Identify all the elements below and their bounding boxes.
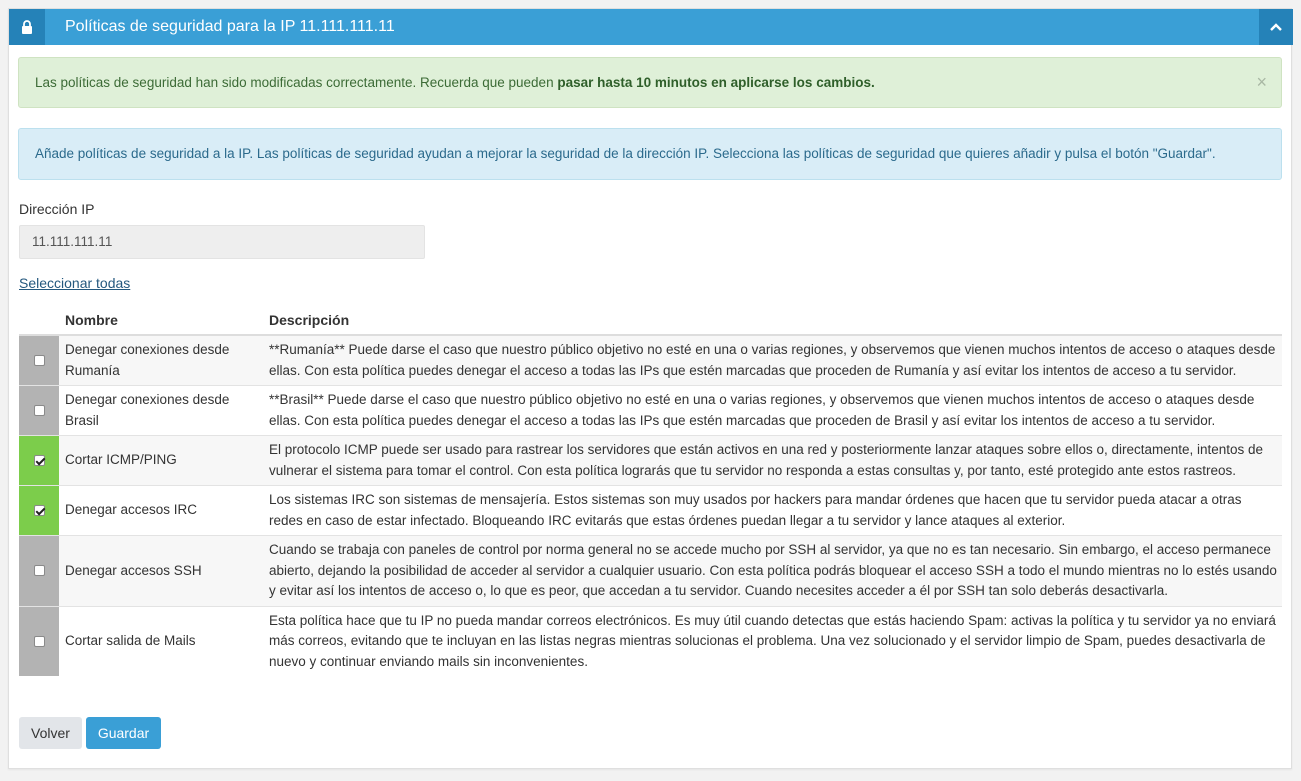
- chevron-up-icon[interactable]: [1259, 9, 1293, 45]
- policy-name: Denegar conexiones desde Rumanía: [59, 335, 269, 386]
- policy-checkbox[interactable]: [34, 565, 45, 576]
- header-description: Descripción: [269, 305, 1282, 335]
- security-policies-panel: [8, 8, 1292, 769]
- policy-description: Esta política hace que tu IP no pueda mandar correos electrónicos. Es muy útil cuando detectas que estás haciendo Spam: activas la política y tu servidor ya no enviará más correos, evitando que te incluyan en las listas negras mientras solucionas el problema. Una vez solucionado y el servidor limpio de Spam, puedes desactivarla de nuevo y continuar enviando mails sin inconvenientes.: [269, 606, 1282, 676]
- policy-name: Cortar ICMP/PING: [59, 436, 269, 486]
- policy-checkbox[interactable]: [34, 355, 45, 366]
- policy-checkbox-cell[interactable]: [19, 486, 59, 536]
- panel-title: Políticas de seguridad para la IP 11.111.111.11: [65, 18, 395, 35]
- policy-description: Los sistemas IRC son sistemas de mensajería. Estos sistemas son muy usados por hackers para mandar órdenes que hacen que tu servidor pueda atacar a otras redes en caso de estar infectado. Bloqueando IRC evitarás que estas órdenes puedan llegar a tu servidor y lance ataques al exterior.: [269, 486, 1282, 536]
- table-row: [19, 486, 1282, 536]
- info-alert-text: Añade políticas de seguridad a la IP. Las políticas de seguridad ayudan a mejorar la seguridad de la dirección IP. Selecciona las políticas de seguridad que quieres añadir y pulsa el botón "Guardar".: [35, 146, 1216, 161]
- info-alert: [18, 128, 1282, 180]
- success-alert: [18, 57, 1282, 108]
- policy-description: Cuando se trabaja con paneles de control por norma general no se accede mucho por SSH al servidor, ya que no es tan necesario. Sin embargo, el acceso permanece abierto, dejando la posibilidad de acceder al servidor a cualquier usuario. Con esta política podrás bloquear el acceso SSH a todo el mundo mientras no lo estés usando y evitar así los intentos de acceso o, lo que es peor, que accedan a tu servidor. Cuando necesites acceder a él por SSH tan solo deberás desactivarla.: [269, 536, 1282, 607]
- policy-description: **Rumanía** Puede darse el caso que nuestro público objetivo no esté en una o varias regiones, y observemos que vienen muchos intentos de acceso o ataques desde ellas. Con esta política puedes denegar el acceso a todas las IPs que estén marcadas que proceden de Rumanía y así evitar los intentos de acceso a tu servidor.: [269, 335, 1282, 386]
- save-button[interactable]: Guardar: [86, 717, 161, 749]
- lock-icon: [9, 9, 45, 45]
- policy-description: El protocolo ICMP puede ser usado para rastrear los servidores que están activos en una red y posteriormente lanzar ataques sobre ellos o, directamente, intentos de vulnerar el sistema para tomar el control. Con esta política lograrás que tu servidor no responda a estas consultas y, por tanto, esté protegido ante estos rastreos.: [269, 436, 1282, 486]
- policy-name: Denegar accesos SSH: [59, 536, 269, 607]
- success-alert-bold: pasar hasta 10 minutos en aplicarse los cambios.: [557, 75, 875, 90]
- policy-checkbox[interactable]: [34, 505, 45, 516]
- table-row: [19, 536, 1282, 607]
- policy-checkbox-cell[interactable]: [19, 606, 59, 676]
- select-all-link[interactable]: Seleccionar todas: [19, 275, 131, 291]
- policy-name: Denegar accesos IRC: [59, 486, 269, 536]
- success-alert-text: Las políticas de seguridad han sido modificadas correctamente. Recuerda que pueden pasar hasta 10 minutos en aplicarse los cambios.: [35, 75, 875, 90]
- policy-checkbox-cell[interactable]: [19, 536, 59, 607]
- policy-checkbox[interactable]: [34, 455, 45, 466]
- back-button[interactable]: Volver: [19, 717, 82, 749]
- policy-name: Denegar conexiones desde Brasil: [59, 386, 269, 436]
- table-row: [19, 386, 1282, 436]
- table-header-row: [19, 305, 1282, 335]
- policy-checkbox[interactable]: [34, 636, 45, 647]
- policy-checkbox-cell[interactable]: [19, 436, 59, 486]
- policy-checkbox[interactable]: [34, 405, 45, 416]
- panel-header: [9, 9, 1293, 45]
- header-name: Nombre: [59, 305, 269, 335]
- table-row: [19, 335, 1282, 386]
- table-row: [19, 436, 1282, 486]
- policy-checkbox-cell[interactable]: [19, 335, 59, 386]
- close-icon[interactable]: ×: [1256, 72, 1267, 92]
- policy-checkbox-cell[interactable]: [19, 386, 59, 436]
- policy-description: **Brasil** Puede darse el caso que nuestro público objetivo no esté en una o varias regiones, y observemos que vienen muchos intentos de acceso o ataques desde ellas. Con esta política puedes denegar el acceso a todas las IPs que estén marcadas que proceden de Brasil y así evitar los intentos de acceso a tu servidor.: [269, 386, 1282, 436]
- header-checkbox-col: [19, 305, 59, 335]
- ip-address-field: 11.111.111.11: [19, 225, 425, 259]
- ip-address-label: Dirección IP: [19, 201, 95, 217]
- table-row: [19, 606, 1282, 676]
- policy-name: Cortar salida de Mails: [59, 606, 269, 676]
- policies-table: [19, 305, 1282, 676]
